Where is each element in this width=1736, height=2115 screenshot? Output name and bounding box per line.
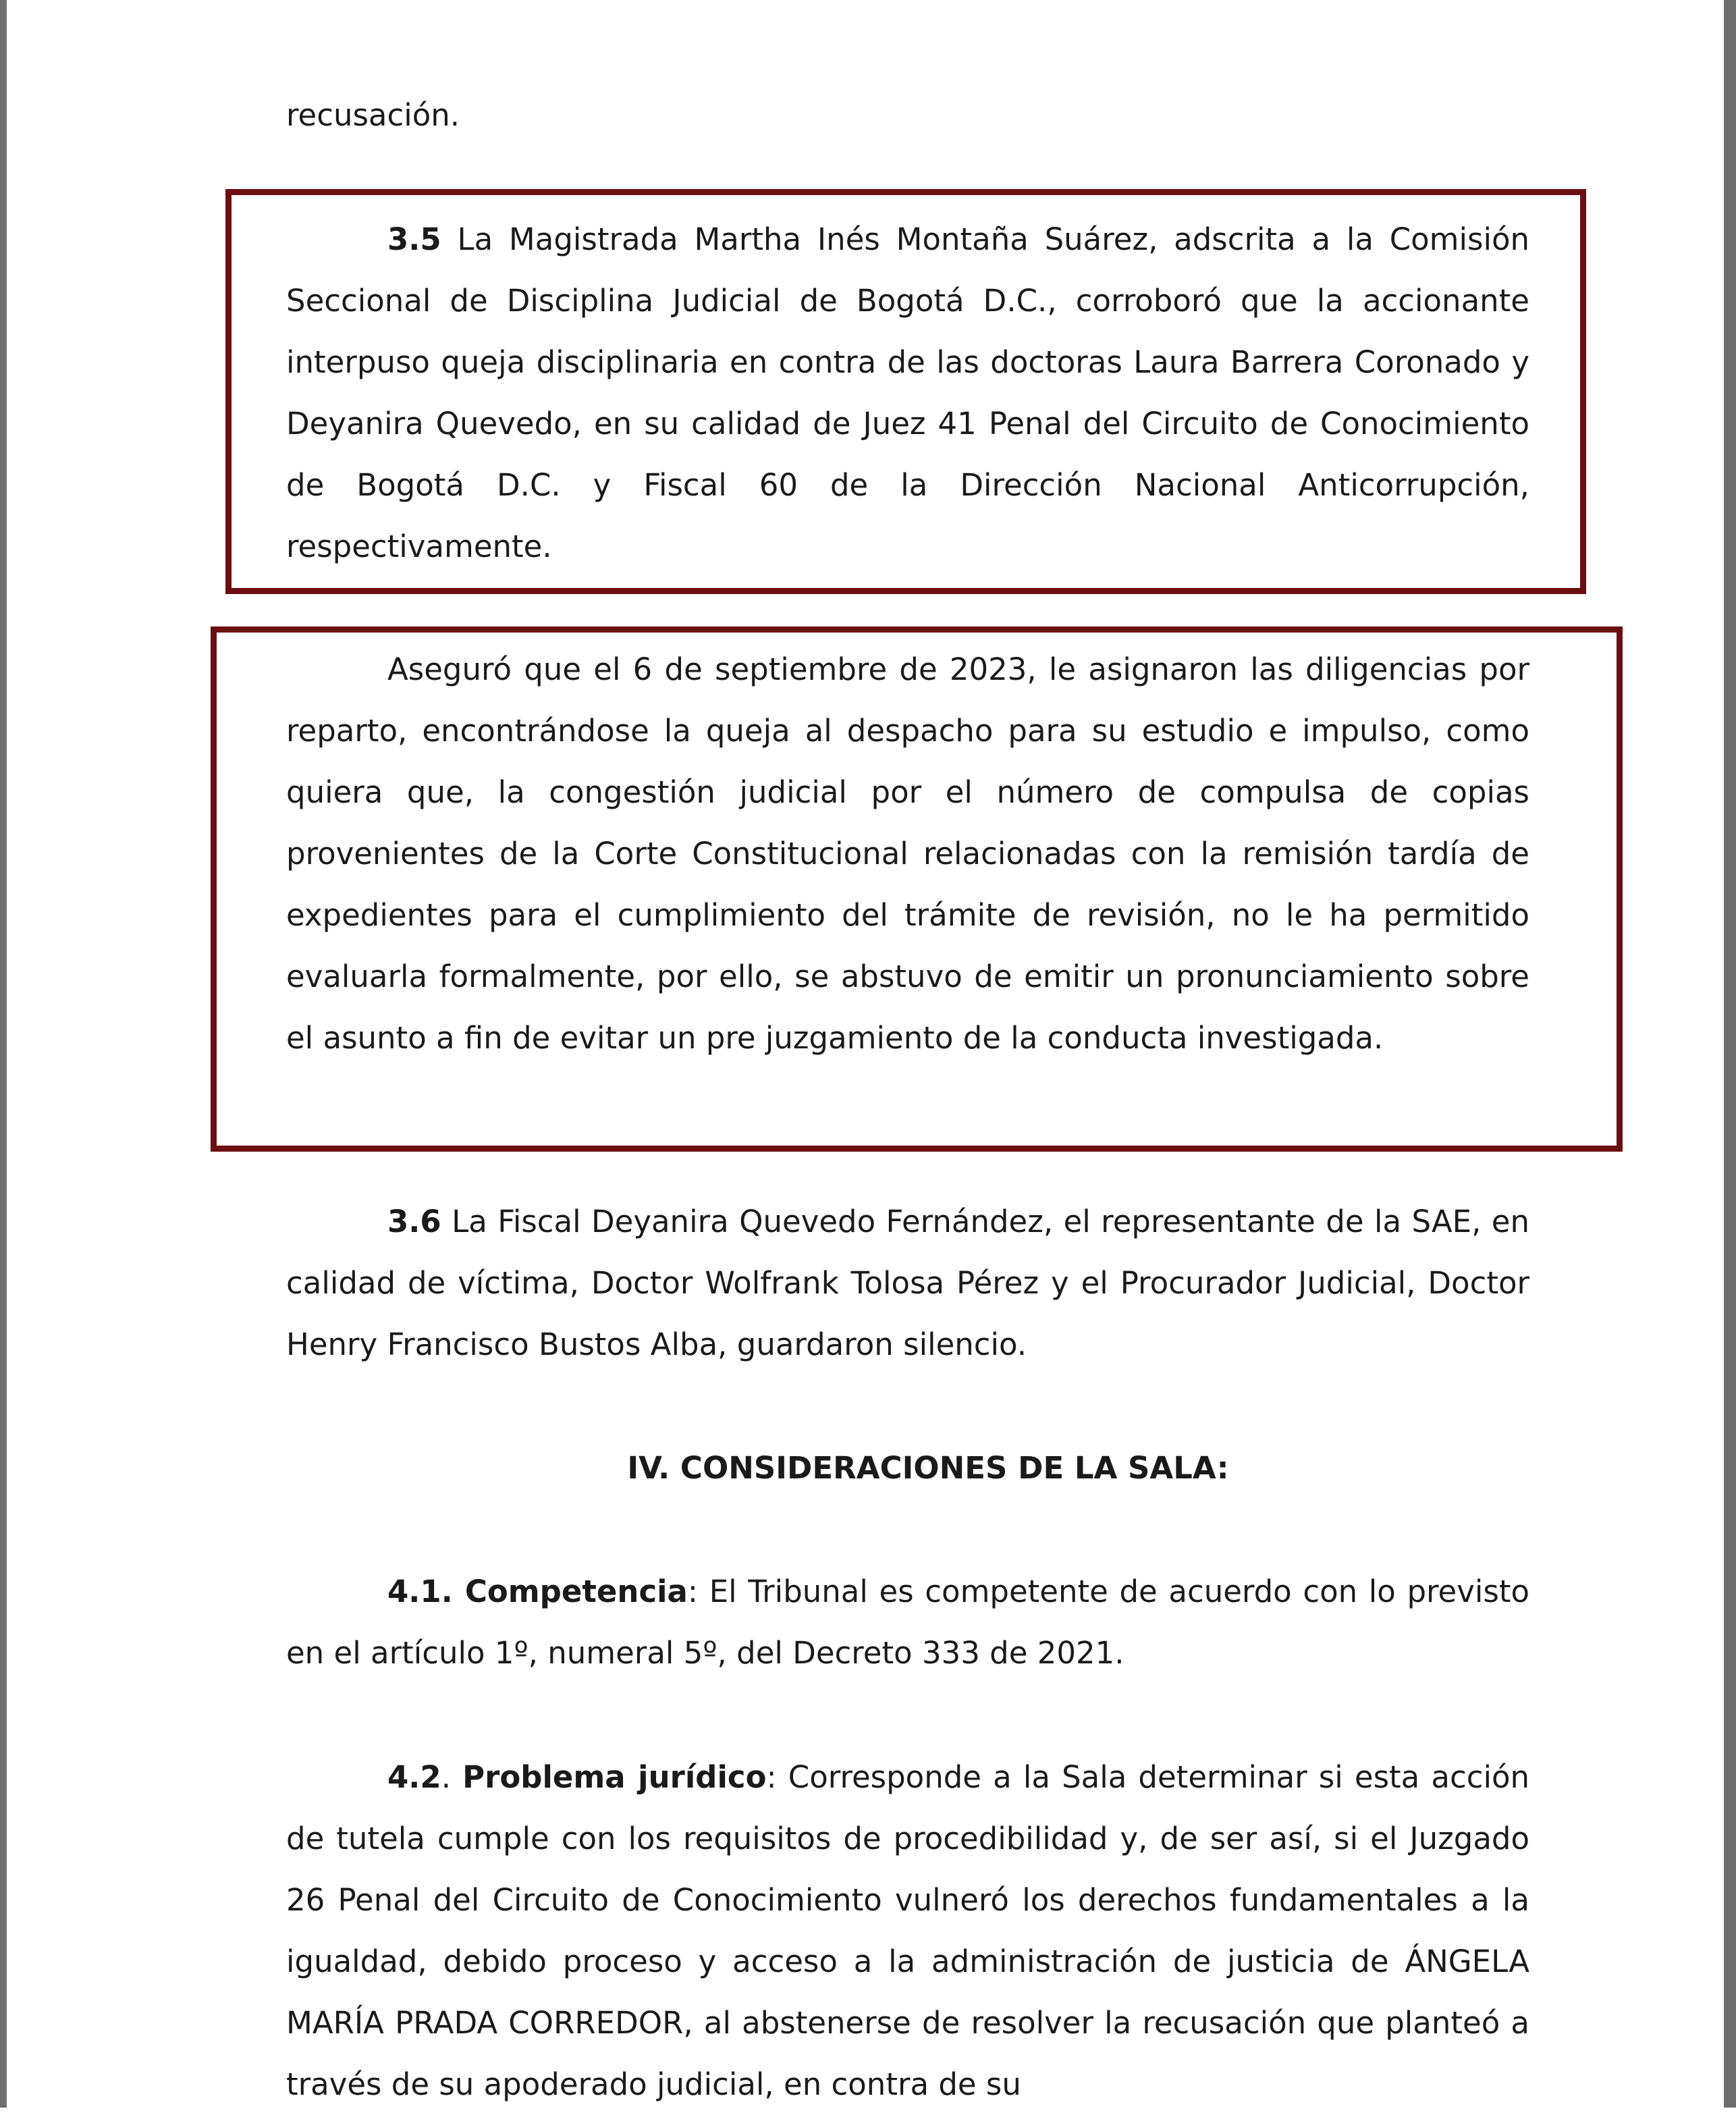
paragraph-intro bbox=[286, 84, 1529, 146]
paragraph-4-2-number: 4.2 bbox=[387, 1759, 441, 1795]
paragraph-intro-text: recusación. bbox=[286, 97, 460, 133]
viewer-frame-right bbox=[1724, 0, 1736, 2108]
paragraph-3-5-number: 3.5 bbox=[387, 221, 441, 257]
paragraph-4-1 bbox=[286, 1561, 1529, 1684]
viewer-frame-left bbox=[0, 0, 7, 2108]
paragraph-4-2-title: Problema jurídico bbox=[462, 1759, 767, 1795]
paragraph-4-1-number: 4.1. Competencia bbox=[387, 1574, 688, 1609]
paragraph-4-1-text: : El Tribunal es competente de acuerdo con lo previsto en el artículo 1º, numeral 5º, del Decreto 333 de 2021. bbox=[286, 1574, 1529, 1671]
paragraph-4-2-text: : Corresponde a la Sala determinar si esta acción de tutela cumple con los requisitos de procedibilidad y, de ser así, si el Juzgado 26 Penal del Circuito de Conocimiento vulneró los derechos fundamentales a la igualdad, debido proceso y acceso a la administración de justicia de ÁNGELA MARÍA PRADA CORREDOR, al abstenerse de resolver la recusación que planteó a través de su apoderado judicial, en contra de su bbox=[286, 1759, 1529, 2102]
paragraph-3-6 bbox=[286, 1191, 1529, 1375]
paragraph-3-5-continued bbox=[286, 639, 1529, 1069]
paragraph-4-2-separator: . bbox=[441, 1759, 463, 1795]
paragraph-4-2 bbox=[286, 1746, 1529, 2115]
paragraph-3-5 bbox=[286, 209, 1529, 577]
paragraph-3-6-text: La Fiscal Deyanira Quevedo Fernández, el representante de la SAE, en calidad de víctima, Doctor Wolfrank Tolosa Pérez y el Procurador Judicial, Doctor Henry Francisco Bustos Alba, guardaron silencio. bbox=[286, 1204, 1529, 1362]
paragraph-3-6-number: 3.6 bbox=[387, 1204, 441, 1239]
paragraph-3-5-text: La Magistrada Martha Inés Montaña Suárez, adscrita a la Comisión Seccional de Disciplina Judicial de Bogotá D.C., corroboró que la accionante interpuso queja disciplinaria en contra de las doctoras Laura Barrera Coronado y Deyanira Quevedo, en su calidad de Juez 41 Penal del Circuito de Conocimiento de Bogotá D.C. y Fiscal 60 de la Dirección Nacional Anticorrupción, respectivamente. bbox=[286, 221, 1529, 564]
paragraph-3-5-continued-text: Aseguró que el 6 de septiembre de 2023, le asignaron las diligencias por reparto, encontrándose la queja al despacho para su estudio e impulso, como quiera que, la congestión judicial por el número de compulsa de copias provenientes de la Corte Constitucional relacionadas con la remisión tardía de expedientes para el cumplimiento del trámite de revisión, no le ha permitido evaluarla formalmente, por ello, se abstuvo de emitir un pronunciamiento sobre el asunto a fin de evitar un pre juzgamiento de la conducta investigada. bbox=[286, 651, 1529, 1056]
section-heading-iv: IV. CONSIDERACIONES DE LA SALA: bbox=[627, 1450, 1229, 1486]
